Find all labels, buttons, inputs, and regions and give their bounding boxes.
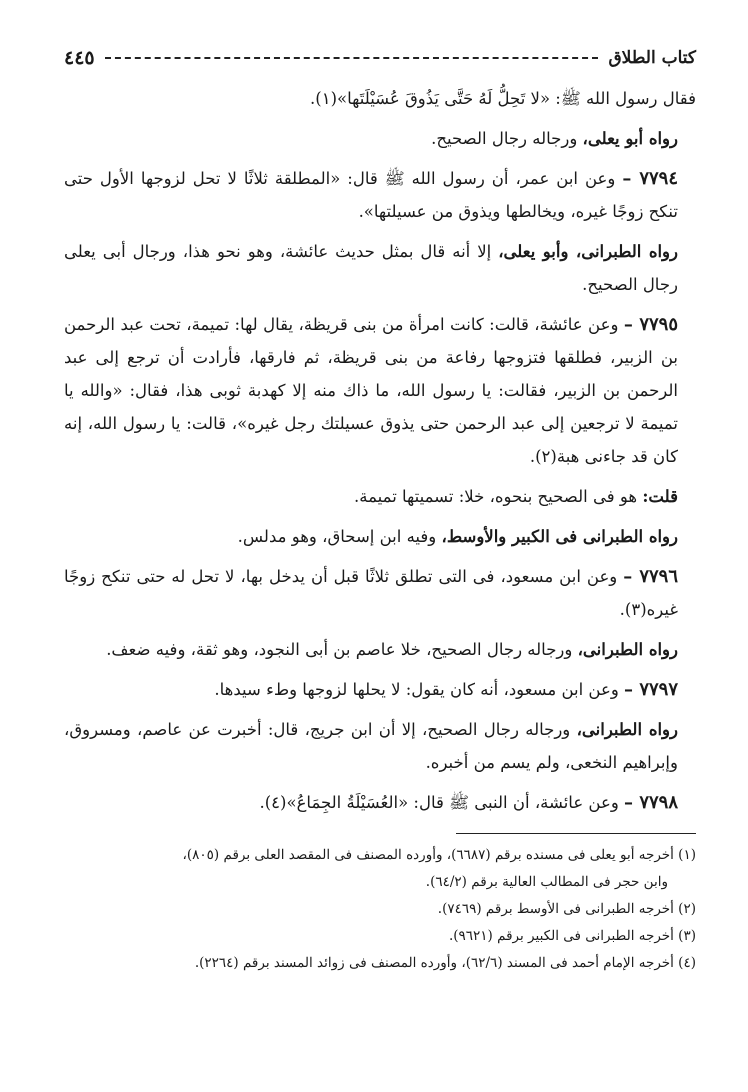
author-comment [64, 480, 696, 513]
hadith-entry [64, 673, 696, 706]
hadith-number: ٧٧٩٥ – [623, 314, 678, 335]
footnote: (٤) أخرجه الإمام أحمد فى المسند (٦٢/٦)، وأورده المصنف فى زوائد المسند برقم (٢٢٦٤). [194, 955, 696, 971]
hadith-entry [64, 308, 696, 473]
narrator-label: رواه الطبرانى، وأبو يعلى، [498, 242, 678, 261]
hadith-entry [64, 786, 696, 819]
book-title: كتاب الطلاق [608, 48, 696, 68]
hadith-text: وعن ابن مسعود، فى التى تطلق ثلاثًا قبل أن يدخل بها، لا تحل له حتى تنكح زوجًا غيره(٣). [64, 567, 678, 619]
hadith-text: وعن ابن عمر، أن رسول الله ﷺ قال: «المطلقة ثلاثًا لا تحل لزوجها الأول حتى تنكح زوجًا غيره، ويخالطها ويذوق من عسيلتها». [64, 169, 678, 221]
narrator-label: رواه أبو يعلى، [582, 129, 678, 148]
page-header [64, 38, 696, 78]
narration-note [64, 713, 696, 779]
hadith-entry [64, 162, 696, 228]
narrator-label: رواه الطبرانى، [576, 720, 678, 739]
hadith-text: وعن عائشة، أن النبى ﷺ قال: «العُسَيْلَةُ الجِمَاعُ»(٤). [259, 793, 625, 812]
narration-note [64, 520, 696, 553]
paragraph-text: ورجاله رجال الصحيح، خلا عاصم بن أبى النجود، وهو ثقة، وفيه ضعف. [106, 640, 578, 659]
hadith-number: ٧٧٩٦ – [623, 566, 678, 587]
hadith-entry [64, 560, 696, 626]
paragraph-text: ورجاله رجال الصحيح، إلا أن ابن جريج، قال: أخبرت عن عاصم، ومسروق، وإبراهيم النخعى، ولم يسم من أخبره. [64, 720, 678, 772]
hadith-number: ٧٧٩٤ – [622, 168, 678, 189]
main-text [64, 82, 696, 819]
footnote-continuation: وابن حجر فى المطالب العالية برقم (٦٤/٢). [425, 874, 668, 890]
footnote: (١) أخرجه أبو يعلى فى مسنده برقم (٦٦٨٧)، وأورده المصنف فى المقصد العلى برقم (٨٠٥)، [182, 847, 696, 863]
header-rule [105, 57, 599, 59]
hadith-number: ٧٧٩٧ – [624, 679, 678, 700]
page-number: ٤٤٥ [64, 47, 95, 69]
narrator-label: رواه الطبرانى، [577, 640, 678, 659]
comment-label: قلت: [642, 487, 678, 506]
hadith-text: وعن ابن مسعود، أنه كان يقول: لا يحلها لزوجها وطء سيدها. [214, 680, 625, 699]
footnote: (٢) أخرجه الطبرانى فى الأوسط برقم (٧٤٦٩). [437, 901, 696, 917]
footnotes [64, 842, 696, 977]
footnote: (٣) أخرجه الطبرانى فى الكبير برقم (٩٦٢١). [448, 928, 696, 944]
hadith-number: ٧٧٩٨ – [624, 792, 678, 813]
paragraph-text: وفيه ابن إسحاق، وهو مدلس. [237, 527, 442, 546]
narration-note [64, 633, 696, 666]
hadith-text: وعن عائشة، قالت: كانت امرأة من بنى قريظة، يقال لها: تميمة، تحت عبد الرحمن بن الزبير، فطلقها فتزوجها رفاعة من بنى قريظة، ثم فارقها، فأرادت أن ترجع إلى عبد الرحمن بن الزبير، فقالت: يا رسول الله، ما ذاك منه إلا كهدبة ثوبى هذا، فقال: «والله يا تميمة لا ترجعين إلى عبد الرحمن حتى يذوق عسيلتك رجل غيره»، قالت: يا رسول الله، إنه كان قد جاءنى هبة(٢). [64, 315, 678, 466]
paragraph-text: فقال رسول الله ﷺ: «لا تَحِلُّ لَهُ حَتَّى يَذُوقَ عُسَيْلَتَها»(١). [310, 89, 696, 108]
narrator-label: رواه الطبرانى فى الكبير والأوسط، [441, 527, 678, 546]
paragraph-text: ورجاله رجال الصحيح. [431, 129, 583, 148]
paragraph [64, 82, 696, 115]
narration-note [64, 122, 696, 155]
narration-note [64, 235, 696, 301]
paragraph-text: هو فى الصحيح بنحوه، خلا: تسميتها تميمة. [354, 487, 643, 506]
footnote-separator [456, 833, 696, 834]
paragraph-text: إلا أنه قال بمثل حديث عائشة، وهو نحو هذا، ورجال أبى يعلى رجال الصحيح. [64, 242, 678, 294]
